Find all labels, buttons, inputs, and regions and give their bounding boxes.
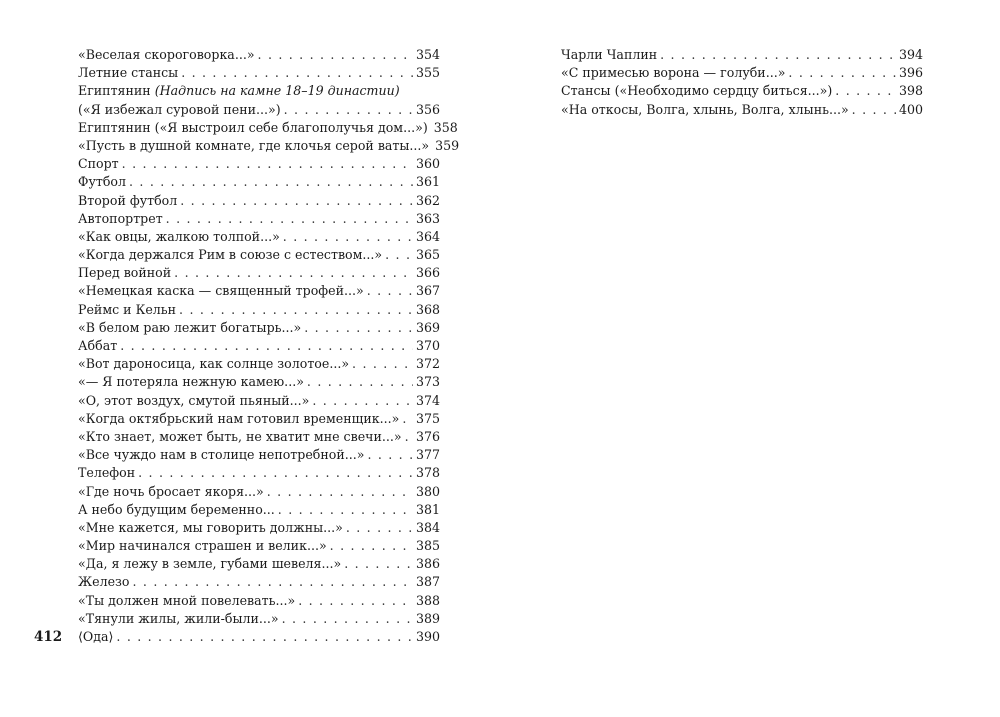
dot-leader xyxy=(174,264,413,282)
toc-entry-page: 400 xyxy=(898,101,923,117)
toc-entry-title: Перед войной xyxy=(78,265,172,281)
dot-leader xyxy=(180,192,413,210)
toc-entry-title: «Все чуждо нам в столице непотребной...» xyxy=(78,447,365,463)
toc-entry xyxy=(78,373,440,391)
toc-entry-title: «Когда октябрьский нам готовил временщик...» xyxy=(78,410,400,426)
toc-entry-page: 375 xyxy=(415,410,440,426)
toc-entry-title: Египтянин («Я выстроил себе благополучья дом...») xyxy=(78,119,428,135)
dot-leader xyxy=(852,101,896,119)
toc-entry-title: «Тянули жилы, жили-были...» xyxy=(78,610,279,626)
toc-entry-page: 365 xyxy=(415,247,440,263)
toc-entry-title: А небо будущим беременно... xyxy=(78,501,275,517)
toc-entry-title: Чарли Чаплин xyxy=(561,47,658,62)
toc-entry-title: Футбол xyxy=(78,174,126,190)
toc-entry-page: 362 xyxy=(415,192,440,208)
dot-leader xyxy=(660,46,896,64)
toc-entry-page: 366 xyxy=(415,265,440,281)
toc-entry-title: Египтянин xyxy=(78,83,151,99)
toc-entry-page: 374 xyxy=(415,392,440,408)
toc-entry xyxy=(78,337,440,355)
toc-entry-title: «Пусть в душной комнате, где клочья серой ваты...» xyxy=(78,137,430,153)
toc-entry xyxy=(78,210,440,228)
toc-entry-title: «Кто знает, может быть, не хватит мне свечи...» xyxy=(78,428,402,444)
toc-entry-page: 388 xyxy=(415,592,440,608)
toc-entry-title: Летние стансы xyxy=(78,65,179,81)
toc-entry-title: Телефон xyxy=(78,465,136,481)
toc-entry-title: «Вот дароносица, как солнце золотое...» xyxy=(78,356,350,372)
toc-entry-page: 390 xyxy=(415,629,440,644)
toc-entry-page: 355 xyxy=(415,65,440,81)
toc-entry-title: «Немецкая каска — священный трофей...» xyxy=(78,283,364,299)
toc-entry-title: «С примесью ворона — голуби...» xyxy=(561,65,786,81)
toc-entry-page: 361 xyxy=(415,174,440,190)
dot-leader xyxy=(278,501,413,519)
dot-leader xyxy=(330,537,413,555)
toc-entry-page: 369 xyxy=(415,319,440,335)
toc-entry xyxy=(561,101,923,119)
toc-entry-title: «Когда держался Рим в союзе с естеством...» xyxy=(78,247,383,263)
toc-entry-page: 396 xyxy=(898,65,923,81)
toc-entry-page: 381 xyxy=(415,501,440,517)
dot-leader xyxy=(181,64,413,82)
toc-entry xyxy=(78,155,440,173)
toc-entry xyxy=(78,82,440,100)
toc-entry-title: «На откосы, Волга, хлынь, Волга, хлынь...» xyxy=(561,101,849,117)
toc-entry-page: 360 xyxy=(415,156,440,172)
toc-entry-page: 367 xyxy=(415,283,440,299)
toc-entry xyxy=(78,264,440,282)
dot-leader xyxy=(166,210,413,228)
toc-entry-title: «В белом раю лежит богатырь...» xyxy=(78,319,302,335)
toc-entry xyxy=(78,101,440,119)
toc-right-column xyxy=(561,46,923,119)
page-number: 412 xyxy=(34,629,63,645)
toc-entry-page: 370 xyxy=(415,338,440,353)
toc-entry-title: Спорт xyxy=(78,156,119,172)
toc-entry xyxy=(78,592,440,610)
toc-entry-title: Реймс и Кельн xyxy=(78,301,177,317)
toc-entry xyxy=(78,119,458,137)
toc-entry-title: «Где ночь бросает якоря...» xyxy=(78,483,264,499)
toc-entry xyxy=(78,173,440,191)
toc-entry-title: «Веселая скороговорка...» xyxy=(78,47,255,62)
dot-leader xyxy=(284,101,413,119)
toc-entry-page: 363 xyxy=(415,210,440,226)
toc-entry xyxy=(78,319,440,337)
toc-entry-page: 378 xyxy=(415,465,440,481)
dot-leader xyxy=(267,483,413,501)
toc-entry-title: «— Я потеряла нежную камею...» xyxy=(78,374,304,390)
dot-leader xyxy=(258,46,413,64)
toc-entry-page: 364 xyxy=(415,228,440,244)
toc-entry-page: 398 xyxy=(898,83,923,99)
dot-leader xyxy=(120,337,413,355)
dot-leader xyxy=(352,355,413,373)
toc-entry xyxy=(78,355,440,373)
dot-leader xyxy=(138,464,413,482)
toc-entry xyxy=(78,228,440,246)
dot-leader xyxy=(385,246,413,264)
toc-entry-title: Автопортрет xyxy=(78,210,163,226)
dot-leader xyxy=(367,446,413,464)
toc-entry xyxy=(78,64,440,82)
dot-leader xyxy=(312,392,413,410)
toc-entry-title: ⟨Ода⟩ xyxy=(78,629,114,644)
toc-entry-page: 384 xyxy=(415,519,440,535)
toc-entry xyxy=(561,82,923,100)
toc-entry xyxy=(78,246,440,264)
toc-entry-page: 376 xyxy=(415,428,440,444)
toc-entry-title: Второй футбол xyxy=(78,192,178,208)
toc-entry-title: «Мне кажется, мы говорить должны...» xyxy=(78,519,343,535)
toc-entry-title: «Мир начинался страшен и велик...» xyxy=(78,538,327,554)
toc-entry-title: Железо xyxy=(78,574,130,590)
toc-entry xyxy=(78,501,440,519)
toc-entry-page: 354 xyxy=(415,47,440,62)
toc-entry xyxy=(78,282,440,300)
toc-entry xyxy=(78,464,440,482)
toc-entry-note: (Надпись на камне 18–19 династии) xyxy=(154,83,400,99)
toc-entry xyxy=(561,46,923,64)
toc-entry-title: «Да, я лежу в земле, губами шевеля...» xyxy=(78,556,342,572)
toc-entry-title: Стансы («Необходимо сердцу биться...») xyxy=(561,83,833,99)
toc-entry xyxy=(78,137,460,155)
toc-entry xyxy=(78,392,440,410)
toc-entry-page: 358 xyxy=(433,119,458,135)
toc-entry-page: 394 xyxy=(898,47,923,62)
toc-entry-title: «Ты должен мной повелевать...» xyxy=(78,592,296,608)
toc-entry xyxy=(78,46,440,64)
toc-entry-title: («Я избежал суровой пени...») xyxy=(78,101,281,117)
dot-leader xyxy=(129,173,413,191)
toc-entry-page: 368 xyxy=(415,301,440,317)
toc-entry xyxy=(78,428,440,446)
dot-leader xyxy=(304,319,413,337)
dot-leader xyxy=(282,610,413,628)
dot-leader xyxy=(346,519,413,537)
dot-leader xyxy=(133,573,413,591)
dot-leader xyxy=(788,64,896,82)
toc-entry-page: 389 xyxy=(415,610,440,626)
toc-entry-page: 385 xyxy=(415,538,440,554)
toc-entry xyxy=(78,573,440,591)
dot-leader xyxy=(367,282,413,300)
toc-entry xyxy=(78,555,440,573)
toc-entry xyxy=(78,301,440,319)
dot-leader xyxy=(122,155,413,173)
dot-leader xyxy=(116,628,413,646)
toc-entry xyxy=(78,537,440,555)
toc-left-column xyxy=(78,46,460,646)
toc-entry xyxy=(78,446,440,464)
toc-entry-page: 386 xyxy=(415,556,440,572)
dot-leader xyxy=(402,410,413,428)
toc-entry xyxy=(78,410,440,428)
toc-entry-title: Аббат xyxy=(78,338,118,353)
toc-entry xyxy=(78,192,440,210)
toc-entry-title: «О, этот воздух, смутой пьяный...» xyxy=(78,392,310,408)
dot-leader xyxy=(307,373,413,391)
dot-leader xyxy=(179,301,413,319)
toc-entry xyxy=(78,519,440,537)
toc-entry xyxy=(561,64,923,82)
toc-entry-page: 373 xyxy=(415,374,440,390)
toc-entry xyxy=(78,483,440,501)
toc-entry xyxy=(78,610,440,628)
dot-leader xyxy=(283,228,413,246)
toc-entry-page: 377 xyxy=(415,447,440,463)
dot-leader xyxy=(344,555,413,573)
dot-leader xyxy=(405,428,413,446)
dot-leader xyxy=(298,592,413,610)
toc-entry-page: 356 xyxy=(415,101,440,117)
toc-entry-page: 387 xyxy=(415,574,440,590)
toc-entry-page: 359 xyxy=(435,137,460,153)
toc-entry-page: 380 xyxy=(415,483,440,499)
toc-entry-page: 372 xyxy=(415,356,440,372)
dot-leader xyxy=(835,82,896,100)
toc-entry-title: «Как овцы, жалкою толпой...» xyxy=(78,228,280,244)
toc-entry xyxy=(78,628,440,646)
